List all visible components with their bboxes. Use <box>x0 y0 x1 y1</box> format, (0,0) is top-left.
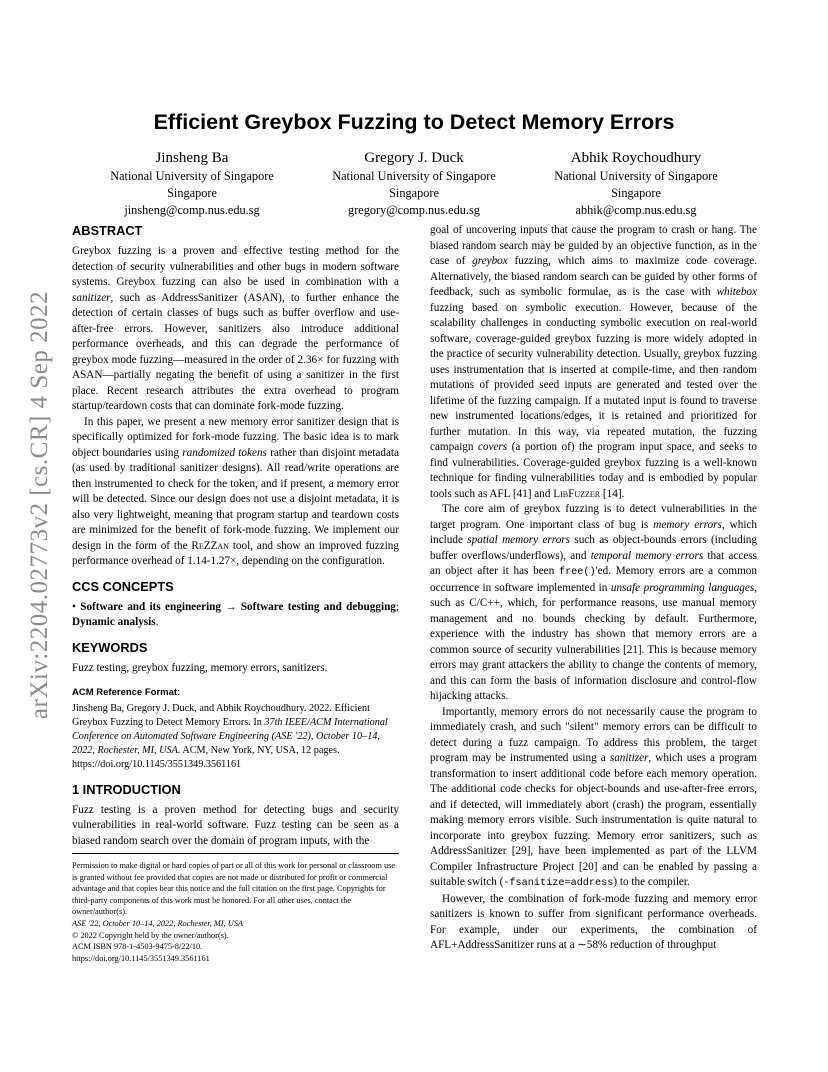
paper-title: Efficient Greybox Fuzzing to Detect Memory Errors <box>153 110 675 134</box>
introduction-heading: 1 INTRODUCTION <box>72 781 181 797</box>
author-name: Abhik Roychoudhury <box>570 150 702 166</box>
author-affiliation: National University of Singapore <box>332 169 496 183</box>
body-paragraph: However, the combination of fork-mode fuzzing and memory error sanitizers is known to suffer from significant performance overheads. For example, under our experiments, the combination of AFL+AddressSanitizer runs at a ∼58% reduction of throughput <box>430 892 757 951</box>
acm-reference-heading: ACM Reference Format: <box>72 687 181 698</box>
author-name: Jinsheng Ba <box>155 150 229 166</box>
right-column <box>430 223 757 954</box>
author-name: Gregory J. Duck <box>364 150 464 166</box>
copyright-line: © 2022 Copyright held by the owner/author(s). <box>72 930 229 940</box>
abstract-paragraph: In this paper, we present a new memory error sanitizer design that is specifically optimized for fork-mode fuzzing. The basic idea is to mark object boundaries using randomized tokens rather than disjoint metadata (as used by traditional sanitizer designs). All read/write operations are then instrumented to check for the token, and if present, a memory error will be detected. Since our design does not use a disjoint metadata, it is also very lightweight, meaning that program startup and teardown costs are minimized for the benefit of fork-mode fuzzing. We implement our design in the form of the ReZZan tool, and show an improved fuzzing performance overhead of 1.14-1.27×, depending on the configuration. <box>72 415 399 567</box>
introduction-paragraph: Fuzz testing is a proven method for detecting bugs and security vulnerabilities in real-world software. Fuzz testing can be seen as a biased random search over the domain of program inputs, with the <box>72 803 399 847</box>
author-block <box>294 148 534 219</box>
ccs-concepts: • Software and its engineering → Software testing and debugging; Dynamic analysis. <box>72 600 399 628</box>
acm-reference: Jinsheng Ba, Gregory J. Duck, and Abhik Roychoudhury. 2022. Efficient Greybox Fuzzing to Detect Memory Errors. In 37th IEEE/ACM International Conference on Automated Software Engineering (ASE '22), October 10–14, 2022, Rochester, MI, USA. ACM, New York, NY, USA, 12 pages. https://doi.org/10.1145/3551349.3561161 <box>72 702 388 771</box>
permission-text: Permission to make digital or hard copies of part or all of this work for personal or classroom use is granted without fee provided that copies are not made or distributed for profit or commercial advantage and that copies bear this notice and the full citation on the first page. Copyrights for third-party components of this work must be honored. For all other uses, contact the owner/author(s). <box>72 861 396 917</box>
body-paragraph: goal of uncovering inputs that cause the program to crash or hang. The biased random search may be guided by an objective function, as in the case of greybox fuzzing, which aims to maximize code coverage. Alternatively, the biased random search can be guided by other forms of feedback, such as symbolic formulae, as is the case with whitebox fuzzing based on symbolic execution. However, because of the scalability challenges in conducting symbolic execution on real-world software, coverage-guided greybox fuzzing is more widely adopted in the practice of security vulnerability detection. Usually, greybox fuzzing uses instrumentation that is inserted at compile-time, and then random mutations of provided seed inputs are generated and tested over the lifetime of the fuzzing campaign. If a mutated input is found to traverse new instrumented locations/edges, it is retained and prioritized for further mutation. In this way, via repeated mutation, the fuzzing campaign covers (a portion of) the program input space, and seeks to find vulnerabilities. Coverage-guided greybox fuzzing is a well-known technique for finding vulnerabilities today and is embodied by popular tools such as AFL [41] and LibFuzzer [14]. <box>430 224 757 500</box>
left-column <box>72 223 399 849</box>
abstract-heading: ABSTRACT <box>72 223 143 238</box>
venue-line: ASE '22, October 10–14, 2022, Rochester, MI, USA <box>72 918 243 928</box>
author-affiliation: National University of Singapore <box>110 169 274 183</box>
keywords-heading: KEYWORDS <box>72 639 148 655</box>
abstract-paragraph: Greybox fuzzing is a proven and effective testing method for the detection of security vulnerabilities and other bugs in modern software systems. Greybox fuzzing can also be used in combination with a sanitizer, such as AddressSanitizer (ASAN), to further enhance the detection of certain classes of bugs such as buffer overflow and use-after-free errors. However, sanitizers also introduce additional performance overheads, and this can degrade the performance of greybox mode fuzzing—measured in the order of 2.36× for fuzzing with ASAN—partially negating the benefit of using a sanitizer in the first place. Recent research attributes the extra overhead to program startup/teardown costs that can dominate fork-mode fuzzing. <box>72 245 399 412</box>
permission-footnote <box>72 853 399 964</box>
author-email[interactable]: jinsheng@comp.nus.edu.sg <box>124 203 260 217</box>
isbn-line: ACM ISBN 978-1-4503-9475-8/22/10. <box>72 942 203 952</box>
doi-link[interactable]: https://doi.org/10.1145/3551349.3561161 <box>72 953 210 963</box>
arxiv-stamp: arXiv:2204.02773v2 [cs.CR] 4 Sep 2022 <box>26 290 53 720</box>
author-block <box>516 148 756 219</box>
body-paragraph: The core aim of greybox fuzzing is to detect vulnerabilities in the target program. One important class of bug is memory errors, which include spatial memory errors such as object-bounds errors (including buffer overflows/underflows), and temporal memory errors that access an object after it has been free()'ed. Memory errors are a common occurrence in software implemented in unsafe programming languages, such as C/C++, which, for performance reasons, use manual memory management and no bounds checking by default. Furthermore, experience with the industry has shown that memory errors are a common source of security vulnerabilities [21]. This is because memory errors may grant attackers the ability to change the contents of memory, and this can form the basis of information disclosure and control-flow hijacking attacks. <box>430 503 758 702</box>
keywords-text: Fuzz testing, greybox fuzzing, memory errors, sanitizers. <box>72 661 328 674</box>
author-email[interactable]: gregory@comp.nus.edu.sg <box>348 203 480 217</box>
author-affiliation: National University of Singapore <box>554 169 718 183</box>
ccs-heading: CCS CONCEPTS <box>72 578 174 594</box>
author-block <box>72 148 312 219</box>
author-country: Singapore <box>167 186 217 200</box>
author-country: Singapore <box>611 186 661 200</box>
author-email[interactable]: abhik@comp.nus.edu.sg <box>575 203 697 217</box>
body-paragraph: Importantly, memory errors do not necessarily cause the program to immediately crash, and such "silent" memory errors can be difficult to detect during a fuzz campaign. To address this problem, the target program may be instrumented using a sanitizer, which uses a program transformation to insert additional code before each memory operation. The additional code checks for object-bounds and use-after-free errors, and if detected, will immediately abort (crash) the program, essentially making memory errors visible. Such instrumentation is quite natural to incorporate into greybox fuzzing. Memory error sanitizers, such as AddressSanitizer [29], have been implemented as part of the LLVM Compiler Infrastructure Project [20] and can be enabled by passing a suitable switch (-fsanitize=address) to the compiler. <box>430 705 757 889</box>
author-country: Singapore <box>389 186 439 200</box>
